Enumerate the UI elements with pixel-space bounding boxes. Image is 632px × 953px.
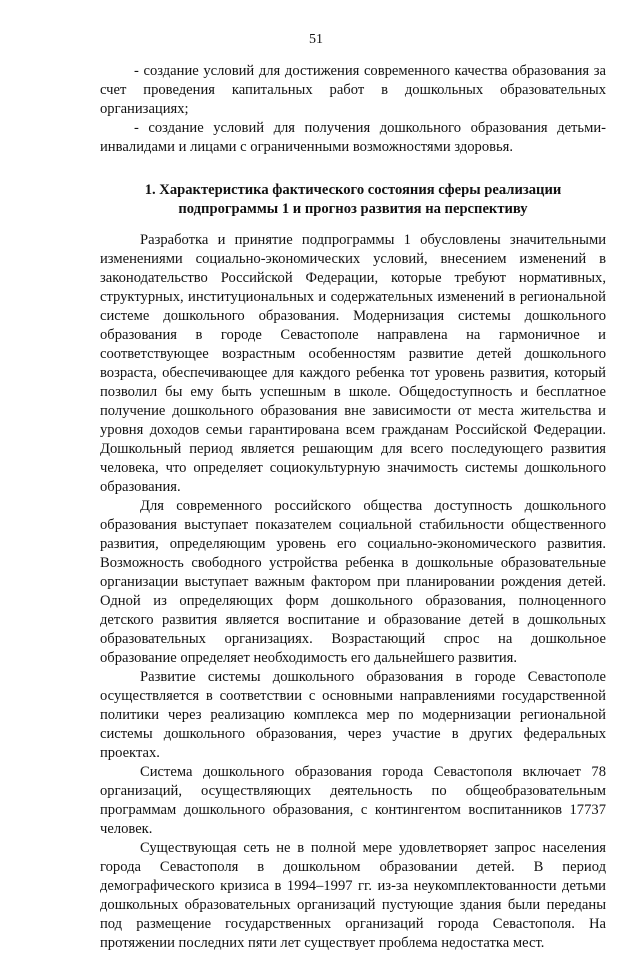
paragraph-network-shortage: Существующая сеть не в полной мере удовлетворяет запрос населения города Севастополя в дошкольном образовании детей. В период демографического кризиса в 1994–1997 гг. из-за неукомплектованности детьми дошкольных образовательных организаций пустующие здания были переданы под размещение государственных организаций города Севастополя. На протяжении последних пяти лет существует проблема недостатка мест. bbox=[100, 840, 606, 951]
section-heading bbox=[100, 181, 606, 219]
paragraph-development: Разработка и принятие подпрограммы 1 обусловлены значительными изменениями социально-экономических условий, внесением изменений в законодательство Российской Федерации, которые требуют нормативных, структурных, институциональных и содержательных изменений в региональной системе дошкольного образования. Модернизация системы дошкольного образования в городе Севастополе направлена на гармоничное и соответствующее возрастным особенностям развитие детей дошкольного возраста, обеспечивающее для каждого ребенка тот уровень развития, который позволил бы ему быть успешным в школе. Общедоступность и бесплатное получение дошкольного образования вне зависимости от места жительства и уровня доходов семьи гарантирована всем гражданам Российской Федерации. Дошкольный период является решающим для всего последующего развития человека, что определяет социокультурную значимость системы дошкольного образования. bbox=[100, 232, 606, 495]
page-number: 51 bbox=[309, 32, 323, 47]
bullet-item-quality: - создание условий для достижения современного качества образования за счет проведения капитальных работ в дошкольных образовательных организациях; bbox=[100, 63, 606, 117]
section-heading-line-2: подпрограммы 1 и прогноз развития на перспективу bbox=[178, 201, 528, 217]
paragraph-accessibility: Для современного российского общества доступность дошкольного образования выступает показателем социальной стабильности общественного развития, определяющим уровень его социально-экономического развития. Возможность свободного устройства ребенка в дошкольные образовательные организации выступает важным фактором при планировании рождения детей. Одной из определяющих форм дошкольного образования, полноценного детского развития является воспитание и образование детей в дошкольных образовательных организациях. Возрастающий спрос на дошкольное образование определяет необходимость его дальнейшего развития. bbox=[100, 498, 606, 666]
paragraph-system-development: Развитие системы дошкольного образования в городе Севастополе осуществляется в соответствии с основными направлениями государственной политики через реализацию комплекса мер по модернизации региональной системы дошкольного образования, через участие в других федеральных проектах. bbox=[100, 669, 606, 761]
page-content bbox=[100, 62, 606, 953]
bullet-item-disabled-children: - создание условий для получения дошкольного образования детьми-инвалидами и лицами с ограниченными возможностями здоровья. bbox=[100, 120, 606, 155]
section-heading-line-1: 1. Характеристика фактического состояния сферы реализации bbox=[144, 182, 562, 198]
paragraph-organizations-count: Система дошкольного образования города Севастополя включает 78 организаций, осуществляющих деятельность по общеобразовательным программам дошкольного образования, с контингентом воспитанников 17737 человек. bbox=[100, 764, 606, 837]
